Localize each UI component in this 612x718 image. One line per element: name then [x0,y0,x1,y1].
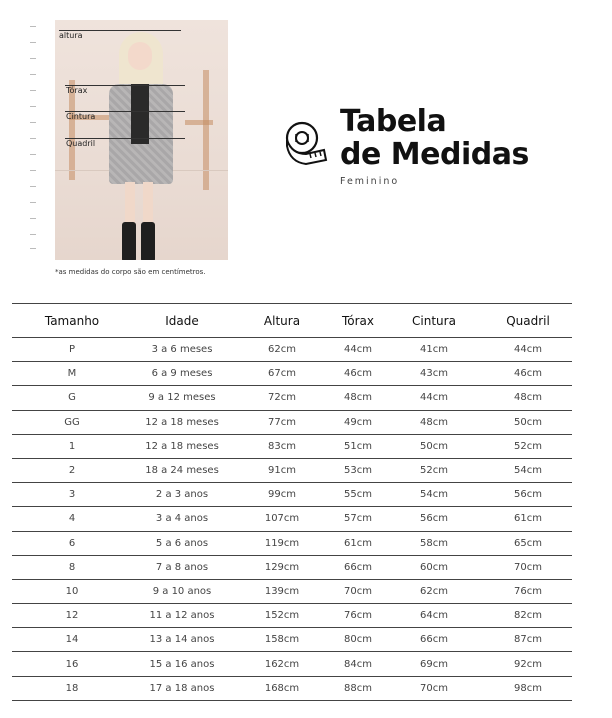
cell-tamanho: P [68,344,76,356]
header-idade: Idade [165,313,199,328]
cell-torax: 76cm [344,610,372,622]
cell-torax: 53cm [344,465,372,477]
table-row [12,338,572,362]
table-row [12,556,572,580]
cell-cintura: 56cm [420,513,448,525]
cell-tamanho: 6 [68,537,76,549]
cell-cintura: 54cm [420,489,448,501]
cell-altura: 62cm [268,344,296,356]
cell-quadril: 82cm [514,610,542,622]
cell-quadril: 56cm [514,489,542,501]
cell-torax: 55cm [344,489,372,501]
table-row [12,386,572,410]
table-row [12,580,572,604]
cell-cintura: 69cm [420,658,448,670]
cell-tamanho: 18 [65,682,79,694]
cell-idade: 3 a 6 meses [151,344,213,356]
table-row [12,652,572,676]
cell-idade: 5 a 6 anos [155,537,209,549]
cell-tamanho: 1 [68,440,76,452]
cell-altura: 168cm [264,682,300,694]
table-row [12,604,572,628]
height-ruler [28,20,38,252]
model-photo [55,20,228,260]
cell-cintura: 58cm [420,537,448,549]
cell-torax: 80cm [344,634,372,646]
cell-cintura: 48cm [420,416,448,428]
cell-altura: 83cm [268,440,296,452]
cell-quadril: 92cm [514,658,542,670]
label-quadril: Quadril [66,139,96,148]
cell-altura: 158cm [264,634,300,646]
cell-cintura: 50cm [420,440,448,452]
cell-idade: 2 a 3 anos [155,489,209,501]
title-line-2: de Medidas [340,137,529,172]
cell-tamanho: 16 [65,658,79,670]
cell-torax: 51cm [344,440,372,452]
cell-altura: 77cm [268,416,296,428]
cell-cintura: 62cm [420,585,448,597]
table-row [12,435,572,459]
cell-quadril: 52cm [514,440,542,452]
cell-torax: 48cm [344,392,372,404]
table-row [12,677,572,701]
cell-torax: 61cm [344,537,372,549]
measuring-tape-icon [284,120,328,166]
cell-altura: 99cm [268,489,296,501]
title-line-1: Tabela [340,104,447,139]
cell-cintura: 60cm [420,561,448,573]
label-cintura: Cintura [66,112,96,121]
cell-quadril: 61cm [514,513,542,525]
cell-altura: 139cm [264,585,300,597]
cell-quadril: 54cm [514,465,542,477]
table-row [12,532,572,556]
table-header [12,303,572,338]
measurement-note: *as medidas do corpo são em centímetros. [55,268,206,276]
cell-tamanho: M [67,368,77,380]
cell-quadril: 70cm [514,561,542,573]
cell-tamanho: 12 [65,610,79,622]
cell-cintura: 43cm [420,368,448,380]
cell-torax: 46cm [344,368,372,380]
cell-altura: 72cm [268,392,296,404]
cell-altura: 152cm [264,610,300,622]
header-cintura: Cintura [412,313,456,328]
cell-cintura: 52cm [420,465,448,477]
cell-altura: 119cm [264,537,300,549]
cell-quadril: 98cm [514,682,542,694]
cell-cintura: 44cm [420,392,448,404]
cell-altura: 129cm [264,561,300,573]
size-table [12,303,572,701]
model-figure [107,32,177,260]
table-row [12,483,572,507]
table-row [12,459,572,483]
cell-cintura: 64cm [420,610,448,622]
cell-quadril: 76cm [514,585,542,597]
cell-torax: 57cm [344,513,372,525]
label-altura: altura [59,31,83,40]
cell-idade: 3 a 4 anos [155,513,209,525]
cell-tamanho: 8 [68,561,76,573]
header-tamanho: Tamanho [44,313,100,328]
table-row [12,411,572,435]
cell-tamanho: GG [64,416,80,428]
cell-torax: 84cm [344,658,372,670]
cell-tamanho: G [68,392,76,404]
cell-tamanho: 14 [65,634,79,646]
cell-idade: 9 a 12 meses [148,392,216,404]
cell-idade: 13 a 14 anos [149,634,215,646]
cell-idade: 9 a 10 anos [152,585,212,597]
table-row [12,628,572,652]
header-quadril: Quadril [506,313,550,328]
cell-idade: 12 a 18 meses [145,440,219,452]
cell-tamanho: 3 [68,489,76,501]
label-torax: Tórax [66,86,88,95]
cell-torax: 88cm [344,682,372,694]
cell-torax: 44cm [344,344,372,356]
cell-altura: 67cm [268,368,296,380]
cell-idade: 6 a 9 meses [151,368,213,380]
cell-altura: 91cm [268,465,296,477]
cell-quadril: 87cm [514,634,542,646]
cell-tamanho: 2 [68,465,76,477]
cell-torax: 66cm [344,561,372,573]
cell-torax: 70cm [344,585,372,597]
cell-tamanho: 4 [68,513,76,525]
table-row [12,362,572,386]
cell-cintura: 66cm [420,634,448,646]
cell-altura: 107cm [264,513,300,525]
header-torax: Tórax [341,313,375,328]
subtitle: Feminino [340,176,400,187]
cell-tamanho: 10 [65,585,79,597]
cell-quadril: 50cm [514,416,542,428]
cell-altura: 162cm [264,658,300,670]
cell-idade: 18 a 24 meses [145,465,219,477]
cell-quadril: 48cm [514,392,542,404]
cell-quadril: 44cm [514,344,542,356]
cell-cintura: 70cm [420,682,448,694]
cell-idade: 11 a 12 anos [149,610,215,622]
cell-quadril: 46cm [514,368,542,380]
header-altura: Altura [263,313,301,328]
cell-cintura: 41cm [420,344,448,356]
cell-idade: 15 a 16 anos [149,658,215,670]
cell-torax: 49cm [344,416,372,428]
cell-idade: 17 a 18 anos [149,682,215,694]
table-body [12,338,572,701]
cell-idade: 12 a 18 meses [145,416,219,428]
cell-quadril: 65cm [514,537,542,549]
table-row [12,507,572,531]
cell-idade: 7 a 8 anos [155,561,209,573]
